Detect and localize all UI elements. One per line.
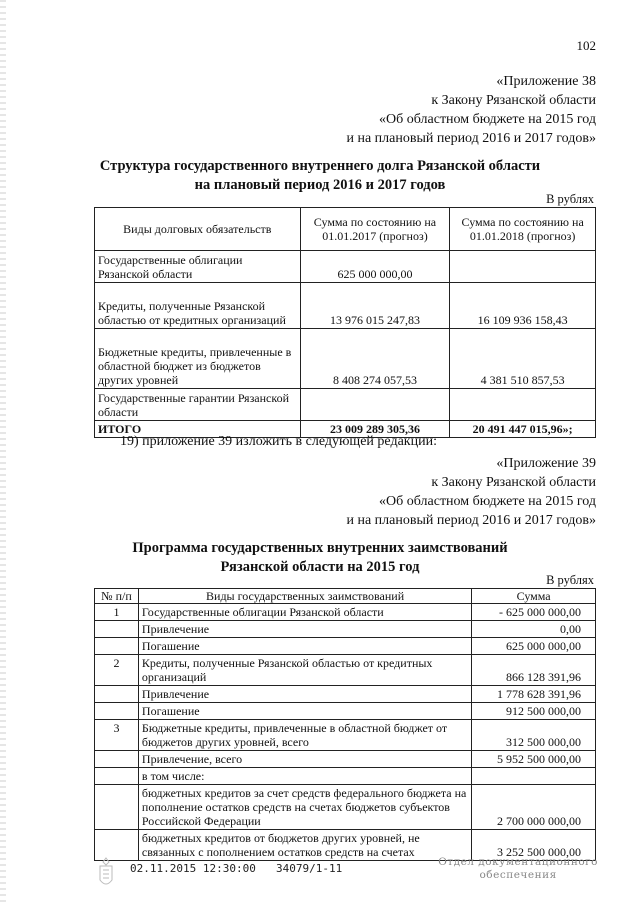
borrowing-program-table <box>94 588 596 861</box>
debt-structure-table <box>94 207 596 438</box>
appendix-38-line4: и на плановый период 2016 и 2017 годов» <box>346 131 596 146</box>
stamp-line2: обеспечения <box>479 869 557 881</box>
row-amount <box>472 768 596 785</box>
row-number <box>95 703 139 720</box>
row-amount: 3 252 500 000,00 <box>472 830 596 861</box>
row-name: бюджетных кредитов за счет средств федерального бюджета на пополнение остатков средств на счетах бюджетов субъектов Российской Федерации <box>138 785 471 830</box>
row-value-2018: 16 109 936 158,43 <box>450 283 596 329</box>
table-row <box>95 329 596 389</box>
row-amount: 625 000 000,00 <box>472 638 596 655</box>
row-name: Бюджетные кредиты, привлеченные в областной бюджет от бюджетов других уровней, всего <box>138 720 471 751</box>
row-value-2017: 13 976 015 247,83 <box>300 283 450 329</box>
row-amount: - 625 000 000,00 <box>472 604 596 621</box>
header-number: № п/п <box>95 589 139 604</box>
debt-structure-title <box>0 157 640 195</box>
row-amount: 312 500 000,00 <box>472 720 596 751</box>
appendix-38-line1: «Приложение 38 <box>496 74 596 89</box>
row-amount: 1 778 628 391,96 <box>472 686 596 703</box>
appendix-38-line2: к Закону Рязанской области <box>431 93 596 108</box>
row-value-2018: 4 381 510 857,53 <box>450 329 596 389</box>
row-number <box>95 686 139 703</box>
row-name: Государственные облигации Рязанской области <box>95 251 301 283</box>
row-name: Бюджетные кредиты, привлеченные в областной бюджет из бюджетов других уровней <box>95 329 301 389</box>
title1-line1: Структура государственного внутреннего долга Рязанской области <box>99 158 541 174</box>
borrowing-program-title <box>0 539 640 577</box>
stamp-line1: Отдел документационного <box>438 856 598 868</box>
title2-line2: Рязанской области на 2015 год <box>220 559 420 575</box>
row-name: бюджетных кредитов от бюджетов других уровней, не связанных с пополнением остатков средств на счетах <box>138 830 471 861</box>
total-2018: 20 491 447 015,96»; <box>450 421 596 438</box>
table-header-row <box>95 589 596 604</box>
header-amount: Сумма <box>472 589 596 604</box>
row-amount: 866 128 391,96 <box>472 655 596 686</box>
header-sum-2017: Сумма по состоянию на 01.01.2017 (прогноз) <box>300 208 450 251</box>
row-amount: 0,00 <box>472 621 596 638</box>
row-number: 1 <box>95 604 139 621</box>
header-obligation-type: Виды долговых обязательств <box>95 208 301 251</box>
table-row <box>95 655 596 686</box>
header-borrowing-type: Виды государственных заимствований <box>138 589 471 604</box>
row-amount: 5 952 500 000,00 <box>472 751 596 768</box>
table-row <box>95 720 596 751</box>
row-name: в том числе: <box>138 768 471 785</box>
table-row <box>95 389 596 421</box>
row-name: Государственные гарантии Рязанской области <box>95 389 301 421</box>
row-amount: 912 500 000,00 <box>472 703 596 720</box>
row-value-2018 <box>450 389 596 421</box>
department-stamp <box>438 856 598 882</box>
appendix-39-line2: к Закону Рязанской области <box>431 475 596 490</box>
row-name: Привлечение, всего <box>138 751 471 768</box>
appendix-39-line3: «Об областном бюджете на 2015 год <box>379 494 596 509</box>
title1-line2: на плановый период 2016 и 2017 годов <box>194 177 446 193</box>
row-amount: 2 700 000 000,00 <box>472 785 596 830</box>
footer-datetime: 02.11.2015 12:30:00 <box>130 862 256 875</box>
table-row <box>95 768 596 785</box>
table-row <box>95 251 596 283</box>
title2-line1: Программа государственных внутренних заимствований <box>132 540 508 556</box>
row-value-2017 <box>300 389 450 421</box>
header-sum-2018: Сумма по состоянию на 01.01.2018 (прогноз) <box>450 208 596 251</box>
table-row <box>95 703 596 720</box>
row-number <box>95 768 139 785</box>
row-value-2017: 8 408 274 057,53 <box>300 329 450 389</box>
row-value-2017: 625 000 000,00 <box>300 251 450 283</box>
appendix-39-line4: и на плановый период 2016 и 2017 годов» <box>346 513 596 528</box>
row-name: Привлечение <box>138 621 471 638</box>
unit-label-1: В рублях <box>546 192 594 206</box>
table-row <box>95 604 596 621</box>
unit-label-2: В рублях <box>546 573 594 587</box>
row-name: Кредиты, полученные Рязанской областью от кредитных организаций <box>95 283 301 329</box>
table-row <box>95 638 596 655</box>
row-name: Погашение <box>138 703 471 720</box>
page-number: 102 <box>576 38 596 53</box>
row-number: 3 <box>95 720 139 751</box>
appendix-39-header <box>346 454 596 530</box>
table-row <box>95 785 596 830</box>
table-row <box>95 283 596 329</box>
row-name: Погашение <box>138 638 471 655</box>
row-number <box>95 785 139 830</box>
total-label: ИТОГО <box>95 421 301 438</box>
appendix-39-line1: «Приложение 39 <box>496 456 596 471</box>
appendix-38-line3: «Об областном бюджете на 2015 год <box>379 112 596 127</box>
table-row <box>95 751 596 768</box>
emblem-watermark <box>96 856 116 890</box>
row-number: 2 <box>95 655 139 686</box>
table-row <box>95 686 596 703</box>
row-name: Привлечение <box>138 686 471 703</box>
scan-edge <box>0 0 6 905</box>
row-name: Государственные облигации Рязанской области <box>138 604 471 621</box>
row-number <box>95 638 139 655</box>
appendix-38-header <box>346 72 596 148</box>
row-value-2018 <box>450 251 596 283</box>
row-number <box>95 751 139 768</box>
row-number <box>95 621 139 638</box>
total-2017: 23 009 289 305,36 <box>300 421 450 438</box>
row-name: Кредиты, полученные Рязанской областью от кредитных организаций <box>138 655 471 686</box>
footer-doc-id: 34079/1-11 <box>276 862 343 875</box>
paragraph-19: 19) приложение 39 изложить в следующей редакции: <box>120 434 437 449</box>
table-header-row <box>95 208 596 251</box>
table-row <box>95 621 596 638</box>
